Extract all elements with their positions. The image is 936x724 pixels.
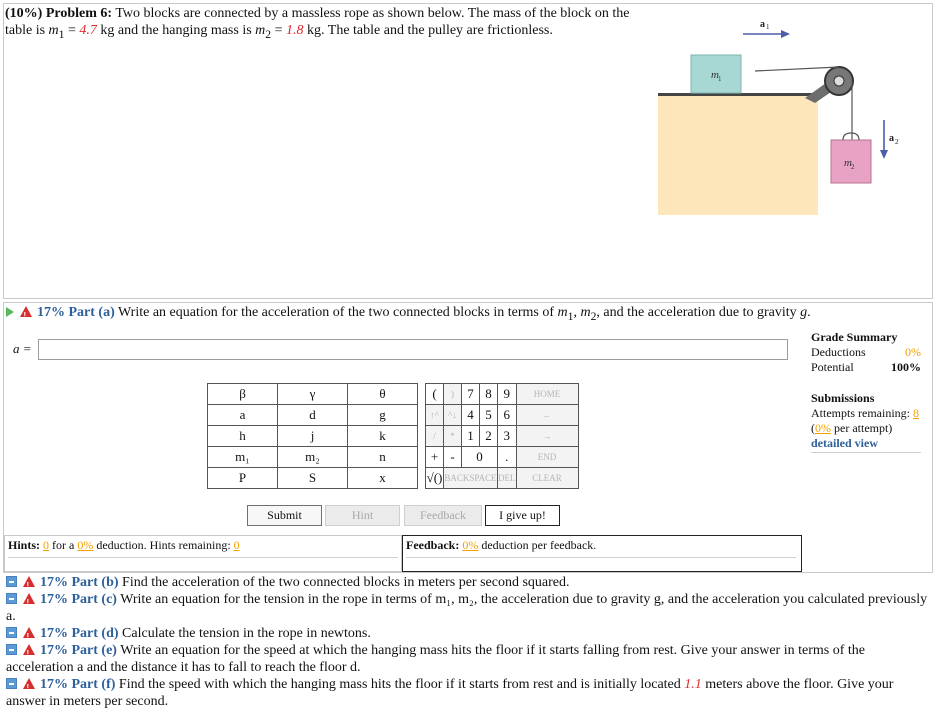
accel-label-2: a <box>889 133 894 144</box>
key-theta[interactable]: θ <box>348 384 418 405</box>
problem-statement: (10%) Problem 6: Two blocks are connected by a massless rope as shown below. The mass of the block on the table is $m_1 = 4.7$ kg and the hanging mass is $m_2 = 1.8$ kg. The table and the pulley are frictionless. <box>5 6 630 41</box>
warning-icon <box>23 644 35 655</box>
attempts-value: 8 <box>912 406 919 420</box>
deductions-value: 0% <box>905 345 921 359</box>
expand-icon[interactable] <box>6 593 17 604</box>
key-multiply[interactable]: * <box>444 426 462 447</box>
key-8[interactable]: 8 <box>480 384 498 405</box>
expand-icon[interactable] <box>6 627 17 638</box>
part-c[interactable]: ! 17% Part (c) Write an equation for the tension in the rope in terms of m₁, m₂, the acceleration due to gravity g, and the acceleration you calculated previously a. <box>6 591 931 625</box>
give-up-button[interactable]: I give up! <box>485 505 560 526</box>
key-superscript[interactable]: ↑^ <box>426 405 444 426</box>
key-backspace[interactable]: BACKSPACE <box>444 468 498 489</box>
key-a[interactable]: a <box>208 405 278 426</box>
table <box>658 95 818 215</box>
submit-button[interactable]: Submit <box>247 505 322 526</box>
hints-divider <box>8 557 398 558</box>
hints-count: 0 <box>43 538 50 552</box>
key-del[interactable]: DEL <box>498 468 517 489</box>
key-2[interactable]: 2 <box>480 426 498 447</box>
warning-icon <box>23 576 35 587</box>
key-0[interactable]: 0 <box>462 447 498 468</box>
key-clear[interactable]: CLEAR <box>516 468 578 489</box>
key-6[interactable]: 6 <box>498 405 517 426</box>
key-left-arrow[interactable]: ← <box>516 405 578 426</box>
key-right-arrow[interactable]: → <box>516 426 578 447</box>
expand-icon[interactable] <box>6 644 17 655</box>
key-m2[interactable]: m₂ <box>278 447 348 468</box>
submissions-title: Submissions <box>811 391 875 405</box>
key-p[interactable]: P <box>208 468 278 489</box>
potential-value: 100% <box>891 360 921 374</box>
part-d[interactable]: ! 17% Part (d) Calculate the tension in the rope in newtons. <box>6 625 931 642</box>
expand-icon[interactable] <box>6 678 17 689</box>
grade-summary-title: Grade Summary <box>811 330 898 344</box>
hints-pct: 0% <box>77 538 94 552</box>
svg-text:2: 2 <box>851 163 855 171</box>
hints-text: Hints: 0 for a 0% deduction. Hints remaining: 0 <box>8 538 240 552</box>
warning-icon <box>23 627 35 638</box>
variable-keypad <box>207 383 418 489</box>
height-value: 1.1 <box>684 677 702 692</box>
detailed-view-link[interactable]: detailed view <box>811 436 878 450</box>
block-m1-label: m <box>711 69 719 81</box>
svg-text:1: 1 <box>718 75 722 83</box>
feedback-button[interactable]: Feedback <box>404 505 482 526</box>
number-keypad <box>425 383 579 489</box>
key-end[interactable]: END <box>516 447 578 468</box>
per-attempt-pct: 0% <box>815 421 831 435</box>
accel-label-1: a <box>760 19 765 30</box>
block-m2-label: m <box>844 157 852 169</box>
key-sqrt[interactable]: √() <box>426 468 444 489</box>
key-9[interactable]: 9 <box>498 384 517 405</box>
answer-input[interactable] <box>38 339 788 360</box>
part-a-header: ! 17% Part (a) Write an equation for the acceleration of the two connected blocks in terms of $m_1$, $m_2$, and the acceleration due to gravity g. <box>6 304 876 326</box>
key-k[interactable]: k <box>348 426 418 447</box>
key-m1[interactable]: m₁ <box>208 447 278 468</box>
hints-remaining: 0 <box>233 538 240 552</box>
other-parts-list <box>6 574 931 710</box>
key-beta[interactable]: β <box>208 384 278 405</box>
feedback-divider <box>406 557 796 558</box>
key-close-paren[interactable]: ) <box>444 384 462 405</box>
key-7[interactable]: 7 <box>462 384 480 405</box>
key-divide[interactable]: / <box>426 426 444 447</box>
key-3[interactable]: 3 <box>498 426 517 447</box>
grade-summary <box>811 330 921 453</box>
potential-row: Potential 100% <box>811 360 921 374</box>
key-g[interactable]: g <box>348 405 418 426</box>
deductions-row: Deductions 0% <box>811 345 921 359</box>
warning-icon <box>23 678 35 689</box>
key-s[interactable]: S <box>278 468 348 489</box>
m1-value: 4.7 <box>79 23 97 38</box>
part-f[interactable]: ! 17% Part (f) Find the speed with which the hanging mass hits the floor if it starts from rest and is initially located 1.1 meters above the floor. Give your answer in meters per second. <box>6 676 931 710</box>
hint-button[interactable]: Hint <box>325 505 400 526</box>
per-attempt-row: (0% per attempt) <box>811 421 893 435</box>
warning-icon <box>20 306 32 317</box>
key-n[interactable]: n <box>348 447 418 468</box>
warning-icon <box>23 593 35 604</box>
key-subscript[interactable]: ^↓ <box>444 405 462 426</box>
problem-title: (10%) Problem 6: <box>5 6 113 21</box>
expand-arrow-icon[interactable] <box>6 307 14 317</box>
rope <box>755 67 839 71</box>
key-5[interactable]: 5 <box>480 405 498 426</box>
key-x[interactable]: x <box>348 468 418 489</box>
key-d[interactable]: d <box>278 405 348 426</box>
key-4[interactable]: 4 <box>462 405 480 426</box>
feedback-pct: 0% <box>462 538 479 552</box>
key-h[interactable]: h <box>208 426 278 447</box>
key-gamma[interactable]: γ <box>278 384 348 405</box>
key-j[interactable]: j <box>278 426 348 447</box>
svg-text:2: 2 <box>895 138 899 146</box>
answer-label: a = <box>13 341 32 356</box>
svg-text:1: 1 <box>766 23 770 31</box>
key-decimal[interactable]: . <box>498 447 517 468</box>
problem-figure <box>655 15 915 215</box>
key-home[interactable]: HOME <box>516 384 578 405</box>
key-minus[interactable]: - <box>444 447 462 468</box>
feedback-text: Feedback: 0% deduction per feedback. <box>406 538 597 552</box>
m2-value: 1.8 <box>286 23 304 38</box>
key-plus[interactable]: + <box>426 447 444 468</box>
part-e[interactable]: ! 17% Part (e) Write an equation for the speed at which the hanging mass hits the floor if it starts falling from rest. Give your answer in terms of the acceleration a and the distance it has to fall to reach the floor d. <box>6 642 931 676</box>
expand-icon[interactable] <box>6 576 17 587</box>
part-b[interactable]: ! 17% Part (b) Find the acceleration of the two connected blocks in meters per second squared. <box>6 574 931 591</box>
key-1[interactable]: 1 <box>462 426 480 447</box>
attempts-row: Attempts remaining: 8 <box>811 406 919 420</box>
key-open-paren[interactable]: ( <box>426 384 444 405</box>
